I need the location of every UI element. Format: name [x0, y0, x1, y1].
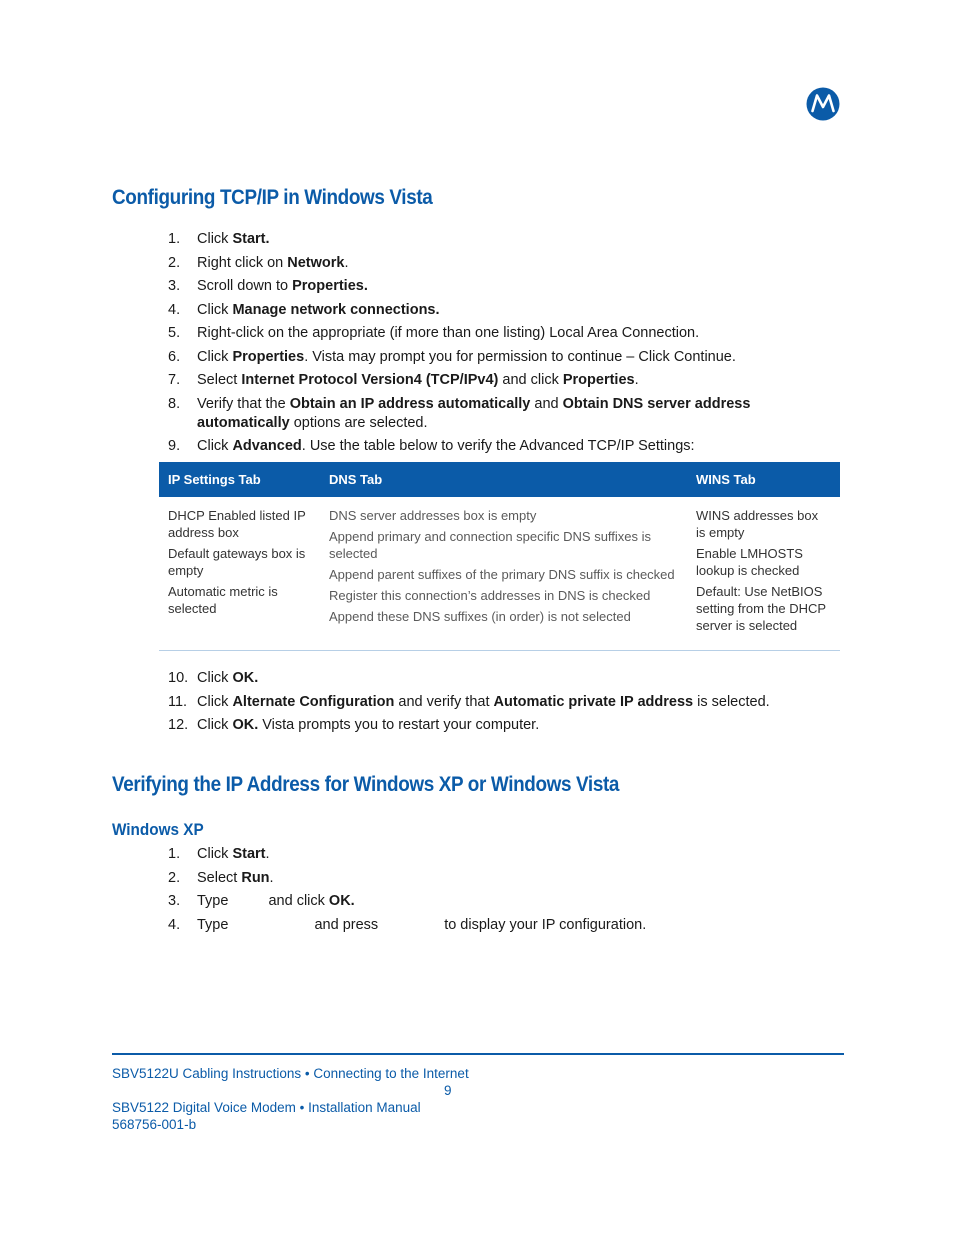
page-number: 9 — [444, 1083, 452, 1098]
step-text: Properties. — [292, 278, 368, 294]
step-number: 1. — [168, 846, 181, 862]
step-text: and verify that — [394, 693, 494, 710]
list-item — [0, 254, 837, 273]
step-number: 4. — [168, 916, 181, 933]
step-number: 10. — [168, 670, 189, 686]
step-text: Manage network connections. — [232, 301, 440, 318]
step-number: 6. — [168, 348, 181, 365]
step-text: Advanced — [232, 437, 302, 454]
vista-steps-list-continued — [0, 669, 837, 740]
step-number: 12. — [168, 717, 189, 733]
list-item — [0, 916, 837, 935]
footer-chapter: SBV5122U Cabling Instructions • Connecting to the Internet — [112, 1066, 469, 1081]
cell-text: Default gateways box is empty — [168, 546, 306, 578]
step-text: OK. — [328, 893, 355, 909]
step-text: Click — [197, 231, 233, 247]
step-number: 2. — [168, 869, 181, 886]
step-text: and click — [498, 372, 563, 388]
xp-steps-list — [0, 845, 837, 939]
section-title-verify-ip: Verifying the IP Address for Windows XP or Windows Vista — [112, 773, 620, 796]
step-text: Run — [241, 869, 270, 886]
footer-divider — [112, 1053, 844, 1055]
step-text: is selected. — [693, 693, 770, 710]
list-item — [0, 437, 837, 456]
step-text: and press — [314, 916, 383, 933]
subsection-title-windows-xp: Windows XP — [112, 820, 204, 839]
step-text: . — [269, 869, 274, 886]
step-text: Obtain an IP address automatically — [289, 395, 531, 412]
step-number: 11. — [168, 693, 188, 710]
step-text: Click — [197, 437, 233, 454]
step-text: Click — [197, 846, 233, 862]
list-item — [0, 277, 837, 296]
step-number: 3. — [168, 893, 181, 909]
step-text: options are selected. — [289, 414, 428, 431]
step-text: and — [530, 395, 563, 412]
step-number: 1. — [168, 231, 181, 247]
step-text: Obtain DNS server address automatically — [197, 395, 751, 431]
step-number: 3. — [168, 278, 181, 294]
step-text: Select — [197, 372, 242, 388]
step-text: Start. — [232, 231, 270, 247]
list-item — [0, 371, 837, 390]
step-text: Network — [287, 254, 345, 271]
step-text: . Use the table below to verify the Advanced TCP/IP Settings: — [301, 437, 695, 454]
step-number: 7. — [168, 372, 181, 388]
list-item — [0, 892, 837, 911]
cell-text: Enable LMHOSTS lookup is checked — [696, 546, 803, 578]
list-item — [0, 669, 837, 688]
step-number: 2. — [168, 254, 181, 271]
step-text: Type — [197, 916, 233, 933]
table-header-dns: DNS Tab — [320, 462, 687, 497]
cell-text: Append these DNS suffixes (in order) is not selected — [329, 609, 631, 624]
list-item — [0, 693, 837, 712]
list-item — [0, 301, 837, 320]
step-text: Click — [197, 670, 233, 686]
step-text: Properties — [232, 348, 305, 365]
cell-text: Append primary and connection specific DNS suffixes is selected — [329, 529, 652, 561]
step-text: Select — [197, 869, 242, 886]
vista-steps-list — [0, 230, 837, 460]
step-text: Vista prompts you to restart your computer. — [258, 717, 540, 733]
motorola-logo-icon — [806, 87, 840, 121]
cell-text: WINS addresses box is empty — [696, 508, 819, 540]
step-text: . — [265, 846, 270, 862]
step-text: and click — [268, 893, 329, 909]
step-text: to display your IP configuration. — [444, 916, 647, 933]
step-text: Verify that the — [197, 395, 290, 412]
cell-text: Default: Use NetBIOS setting from the DHCP server is selected — [696, 584, 826, 633]
cell-text: Append parent suffixes of the primary DNS suffix is checked — [329, 567, 675, 582]
cell-text: DHCP Enabled listed IP address box — [168, 508, 306, 540]
list-item — [0, 869, 837, 888]
dns-cell — [320, 497, 687, 651]
step-text: Right click on — [197, 254, 288, 271]
list-item — [0, 348, 837, 367]
advanced-tcpip-settings-table — [159, 462, 840, 651]
list-item — [0, 845, 837, 864]
cell-text: DNS server addresses box is empty — [329, 508, 537, 523]
list-item — [0, 716, 837, 735]
step-text: OK. — [232, 670, 259, 686]
step-text: Right-click on the appropriate (if more than one listing) Local Area Connection. — [197, 325, 700, 341]
step-text: Alternate Configuration — [232, 693, 395, 710]
step-text: Click — [197, 693, 233, 710]
step-text: Start — [232, 846, 266, 862]
table-header-ip: IP Settings Tab — [159, 462, 320, 497]
step-text: Internet Protocol Version4 (TCP/IPv4) — [241, 372, 499, 388]
list-item — [0, 324, 837, 343]
list-item — [0, 230, 837, 249]
step-text: . — [344, 254, 349, 271]
wins-cell — [687, 497, 840, 651]
step-number: 9. — [168, 437, 181, 454]
footer-part-number: 568756-001-b — [112, 1117, 197, 1132]
cell-text: Register this connection’s addresses in DNS is checked — [329, 588, 651, 603]
step-number: 4. — [168, 301, 181, 318]
step-text: Click — [197, 717, 233, 733]
step-text: Type — [197, 893, 233, 909]
step-text: . — [634, 372, 639, 388]
list-item — [0, 395, 837, 433]
step-number: 5. — [168, 325, 181, 341]
step-text: Scroll down to — [197, 278, 293, 294]
cell-text: Automatic metric is selected — [168, 584, 278, 616]
section-title-vista: Configuring TCP/IP in Windows Vista — [112, 186, 433, 209]
table-header-wins: WINS Tab — [687, 462, 840, 497]
footer-manual-title: SBV5122 Digital Voice Modem • Installation Manual — [112, 1100, 421, 1115]
step-text: . Vista may prompt you for permission to continue – Click Continue. — [304, 348, 736, 365]
step-number: 8. — [168, 395, 181, 412]
step-text: Click — [197, 348, 233, 365]
ip-settings-cell — [159, 497, 320, 651]
table-row — [159, 497, 840, 651]
step-text: Properties — [562, 372, 635, 388]
step-text: OK. — [232, 717, 259, 733]
step-text: Automatic private IP address — [493, 693, 694, 710]
step-text: Click — [197, 301, 233, 318]
